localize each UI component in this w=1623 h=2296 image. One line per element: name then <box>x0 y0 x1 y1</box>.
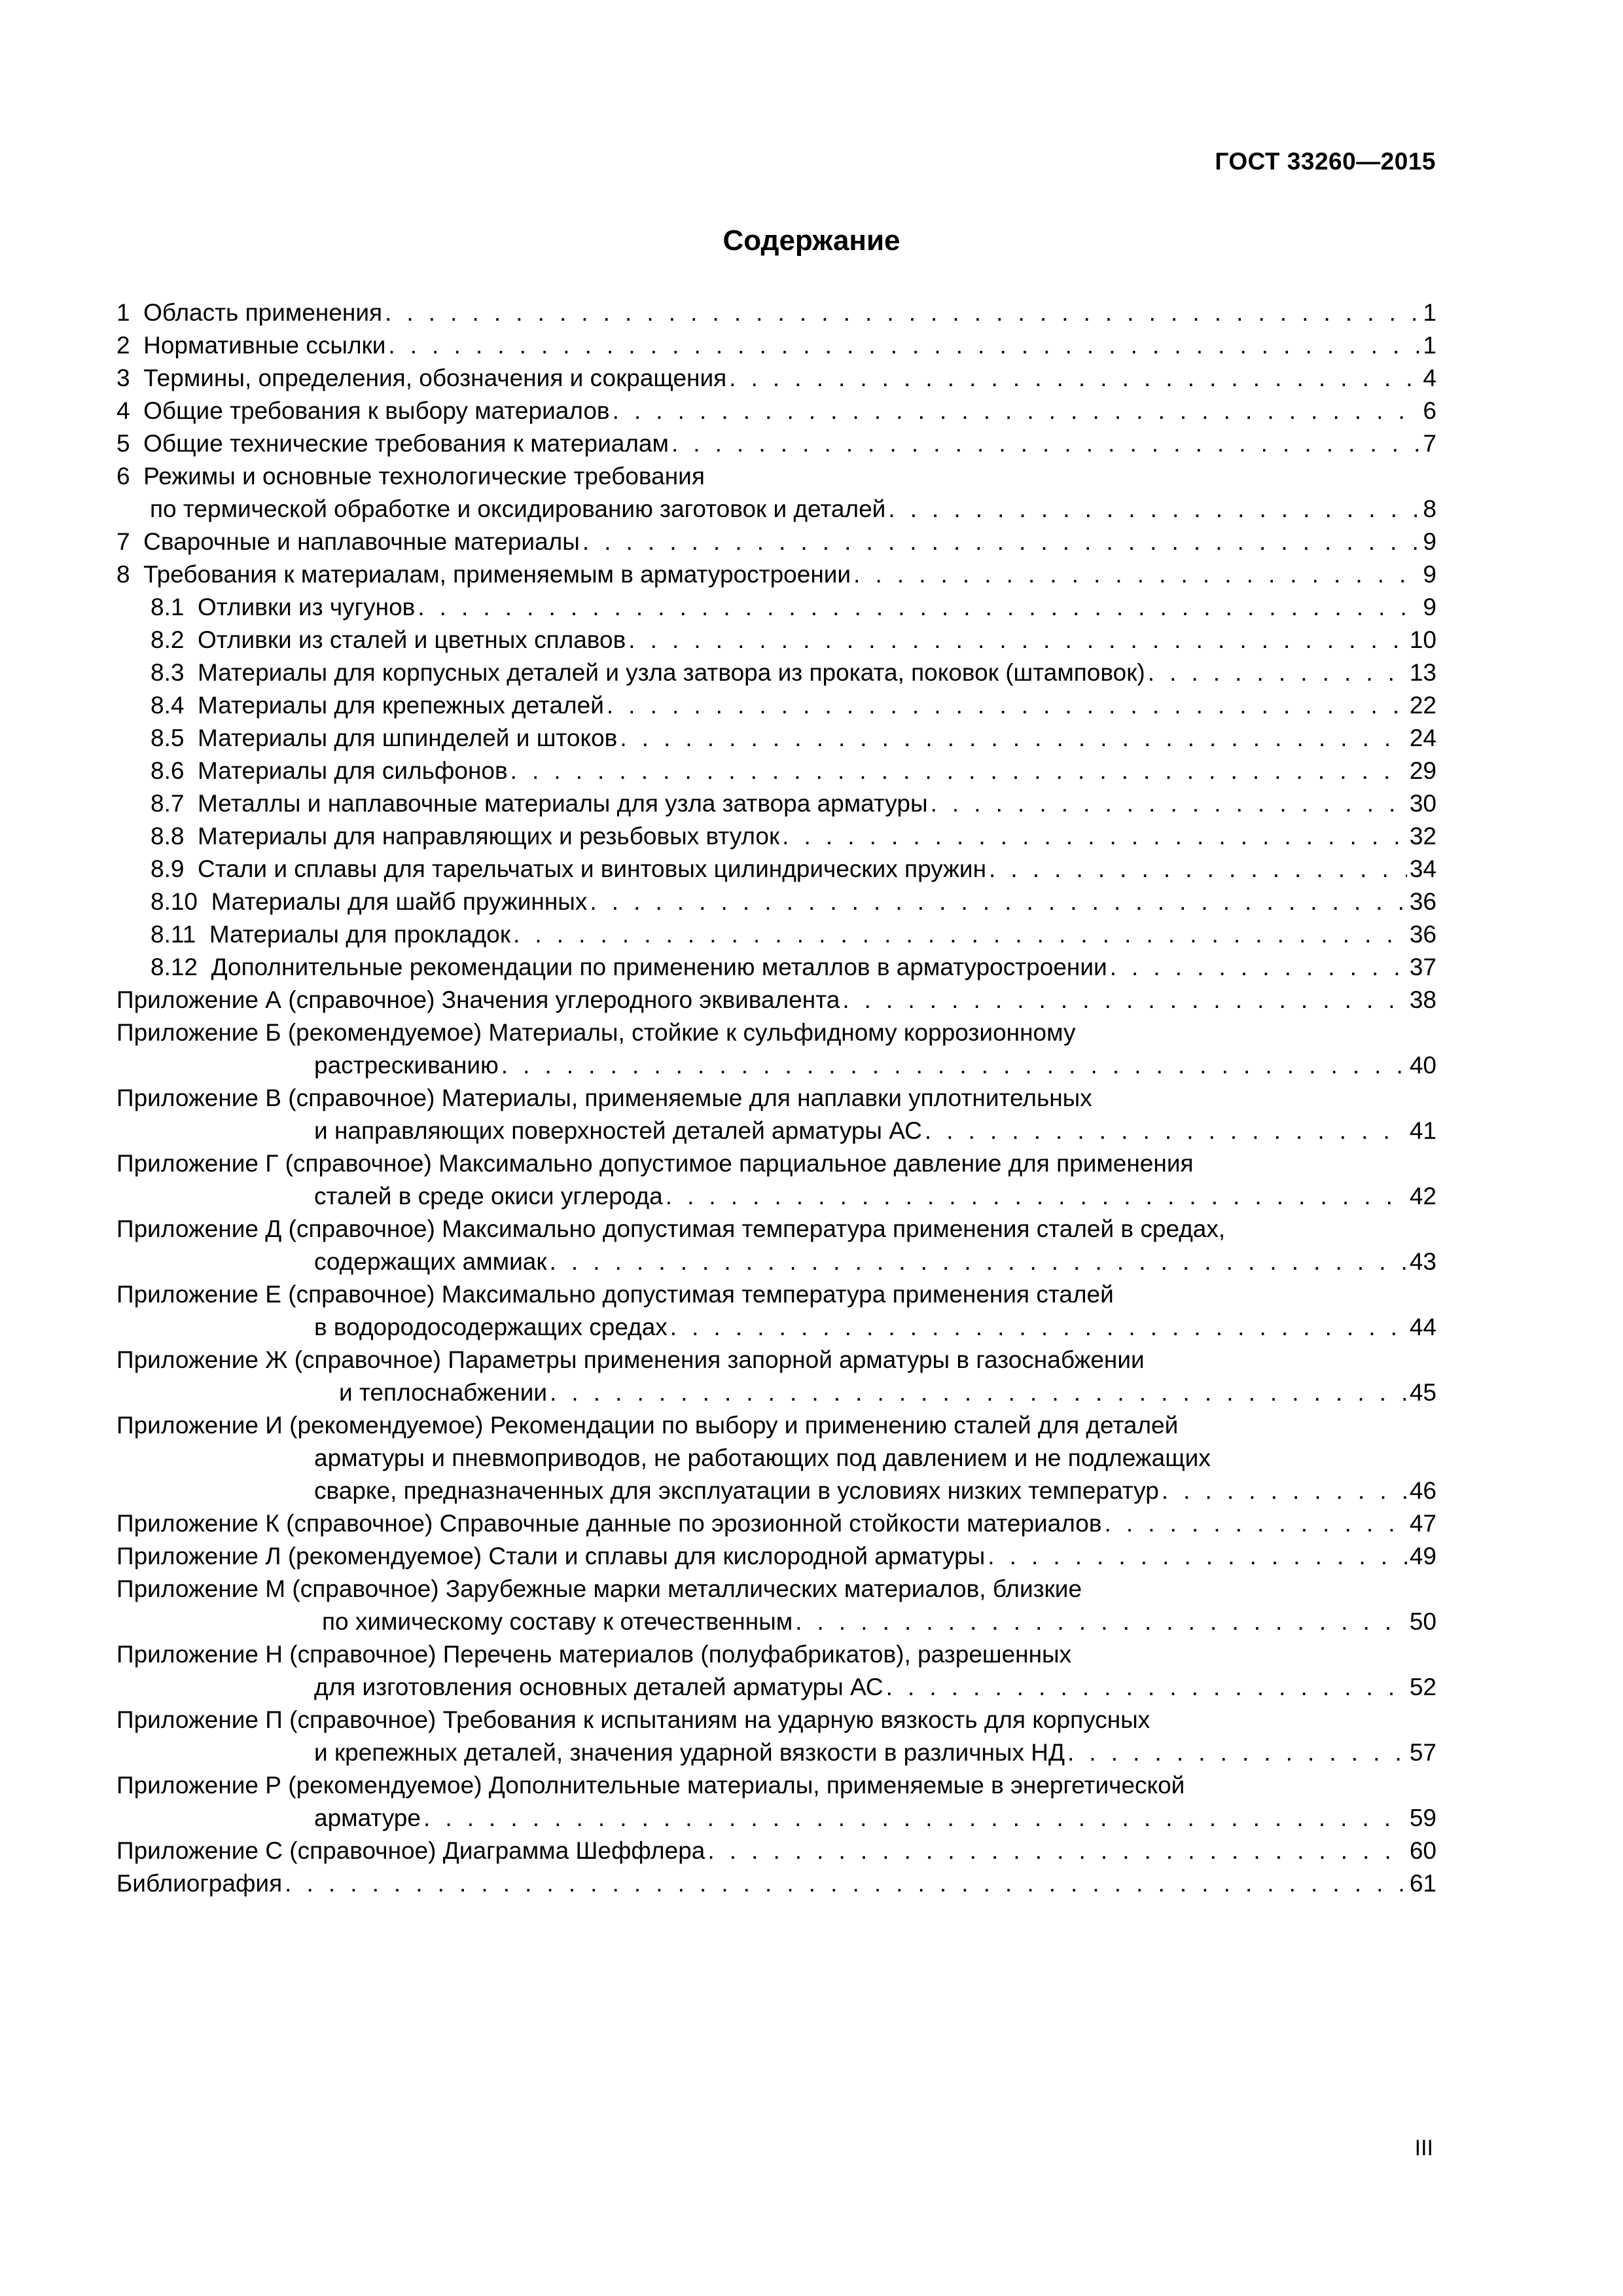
toc-entry-line <box>116 591 1436 624</box>
toc-entry-text: 2 Нормативные ссылки <box>116 332 386 359</box>
toc-entry-text: Приложение Н (справочное) Перечень материалов (полуфабрикатов), разрешенных <box>116 1641 1072 1668</box>
toc-entry-continuation <box>116 1442 1436 1475</box>
toc-page-number: 60 <box>1409 1837 1436 1864</box>
toc-page-number: 52 <box>1409 1674 1436 1700</box>
dot-leader <box>888 493 1420 526</box>
toc-entry-line <box>116 820 1436 853</box>
toc-page-number: 59 <box>1409 1804 1436 1831</box>
toc-entry-continuation <box>116 1802 1436 1835</box>
toc-entry-text: по химическому составу к отечественным <box>322 1608 793 1635</box>
toc-entry-continuation <box>116 1311 1436 1344</box>
toc-entry-continuation <box>116 1246 1436 1278</box>
toc-page-number: 40 <box>1409 1052 1436 1079</box>
toc-entry[interactable] <box>116 755 1436 787</box>
toc-entry[interactable] <box>116 1573 1436 1638</box>
toc-entry-text: и направляющих поверхностей деталей арматуры АС <box>314 1117 922 1144</box>
toc-entry-text: 3 Термины, определения, обозначения и сокращения <box>116 365 727 391</box>
toc-entry-text: Приложение М (справочное) Зарубежные марки металлических материалов, близкие <box>116 1575 1082 1602</box>
toc-entry-text: для изготовления основных деталей арматуры АС <box>314 1674 883 1700</box>
toc-entry-line <box>116 787 1436 820</box>
toc-entry-line <box>116 1835 1436 1867</box>
toc-entry-text: и крепежных деталей, значения ударной вязкости в различных НД <box>314 1739 1065 1766</box>
toc-entry-text: 8.6 Материалы для сильфонов <box>151 757 508 784</box>
dot-leader <box>842 984 1407 1016</box>
toc-page-number: 49 <box>1409 1543 1436 1570</box>
toc-page-number: 42 <box>1409 1183 1436 1210</box>
toc-page-number: 50 <box>1409 1608 1436 1635</box>
toc-entry[interactable] <box>116 1638 1436 1704</box>
toc-page-number: 10 <box>1409 626 1436 653</box>
toc-entry-text: Приложение Е (справочное) Максимально допустимая температура применения сталей <box>116 1281 1114 1308</box>
toc-entry-line <box>116 1278 1436 1311</box>
toc-title: Содержание <box>722 224 901 257</box>
toc-entry-line <box>116 1540 1436 1573</box>
toc-entry-line <box>116 460 1436 493</box>
toc-page-number: 30 <box>1409 790 1436 817</box>
toc-entry-text: Приложение Л (рекомендуемое) Стали и сплавы для кислородной арматуры <box>116 1543 986 1570</box>
toc-entry-line <box>116 558 1436 591</box>
toc-entry[interactable] <box>116 787 1436 820</box>
toc-entry-line <box>116 656 1436 689</box>
toc-entry-text: и теплоснабжении <box>339 1379 548 1406</box>
toc-page-number: 9 <box>1423 561 1436 588</box>
toc-entry-text: 8.5 Материалы для шпинделей и штоков <box>151 725 618 751</box>
dot-leader <box>620 722 1407 755</box>
toc-entry[interactable] <box>116 1344 1436 1409</box>
toc-page-number: 36 <box>1409 921 1436 948</box>
toc-entry[interactable] <box>116 1082 1436 1147</box>
toc-entry[interactable] <box>116 296 1436 329</box>
toc-entry[interactable] <box>116 951 1436 984</box>
toc-page-number: 9 <box>1423 528 1436 555</box>
toc-entry-line <box>116 395 1436 427</box>
toc-entry[interactable] <box>116 591 1436 624</box>
toc-entry-text: Приложение А (справочное) Значения углеродного эквивалента <box>116 986 840 1013</box>
toc-entry-line <box>116 951 1436 984</box>
toc-entry[interactable] <box>116 624 1436 656</box>
toc-entry-line <box>116 1082 1436 1115</box>
toc-entry-text: 8.4 Материалы для крепежных деталей <box>151 692 604 719</box>
dot-leader <box>925 1115 1407 1147</box>
toc-entry-line <box>116 1147 1436 1180</box>
dot-leader <box>671 427 1420 460</box>
toc-entry-text: 8.10 Материалы для шайб пружинных <box>151 888 588 915</box>
toc-entry-text: 8 Требования к материалам, применяемым в арматуростроении <box>116 561 851 588</box>
toc-entry[interactable] <box>116 362 1436 395</box>
toc-entry[interactable] <box>116 427 1436 460</box>
dot-leader <box>729 362 1420 395</box>
toc-entry-text: 8.3 Материалы для корпусных деталей и узла затвора из проката, поковок (штамповок) <box>151 659 1145 686</box>
toc-page-number: 46 <box>1409 1477 1436 1504</box>
toc-entry-text: содержащих аммиак <box>314 1248 547 1275</box>
toc-entry-continuation <box>116 1180 1436 1213</box>
toc-entry-text: Приложение Б (рекомендуемое) Материалы, стойкие к сульфидному коррозионному <box>116 1019 1076 1046</box>
toc-entry[interactable] <box>116 526 1436 558</box>
dot-leader <box>666 1180 1407 1213</box>
dot-leader <box>607 689 1407 722</box>
toc-entry-text: Приложение П (справочное) Требования к испытаниям на ударную вязкость для корпусных <box>116 1706 1150 1733</box>
toc-entry[interactable] <box>116 1867 1436 1900</box>
toc-entry-line <box>116 1016 1436 1049</box>
dot-leader <box>501 1049 1407 1082</box>
toc-entry-text: 8.11 Материалы для прокладок <box>151 921 511 948</box>
toc-entry[interactable] <box>116 329 1436 362</box>
toc-entry-continuation <box>116 1115 1436 1147</box>
dot-leader <box>285 1867 1407 1900</box>
toc-entry[interactable] <box>116 886 1436 918</box>
toc-page-number: 4 <box>1423 365 1436 391</box>
toc-entry-line <box>116 918 1436 951</box>
toc-entry[interactable] <box>116 853 1436 886</box>
toc-entry[interactable] <box>116 1016 1436 1082</box>
toc-entry-text: 5 Общие технические требования к материалам <box>116 430 669 457</box>
dot-leader <box>1067 1736 1407 1769</box>
toc-entry-line <box>116 853 1436 886</box>
toc-page-number: 47 <box>1409 1510 1436 1537</box>
dot-leader <box>707 1835 1406 1867</box>
dot-leader <box>423 1802 1407 1835</box>
dot-leader <box>670 1311 1407 1344</box>
toc-entry[interactable] <box>116 395 1436 427</box>
dot-leader <box>550 1376 1407 1409</box>
toc-entry-line <box>116 362 1436 395</box>
toc-page-number: 38 <box>1409 986 1436 1013</box>
toc-entry-text: 8.8 Материалы для направляющих и резьбовых втулок <box>151 823 780 850</box>
toc-page-number: 29 <box>1409 757 1436 784</box>
toc-entry-text: Приложение Д (справочное) Максимально допустимая температура применения сталей в средах, <box>116 1215 1226 1242</box>
dot-leader <box>590 886 1406 918</box>
toc-entry[interactable] <box>116 984 1436 1016</box>
toc-entry-continuation <box>116 493 1436 526</box>
dot-leader <box>582 526 1421 558</box>
toc-entry-line <box>116 1507 1436 1540</box>
toc-entry-text: 8.2 Отливки из сталей и цветных сплавов <box>151 626 626 653</box>
document-code: ГОСТ 33260—2015 <box>1215 148 1436 175</box>
toc-entry-text: 7 Сварочные и наплавочные материалы <box>116 528 580 555</box>
toc-entry[interactable] <box>116 1507 1436 1540</box>
toc-entry-text: по термической обработке и оксидированию заготовок и деталей <box>150 495 886 522</box>
toc-page-number: 6 <box>1423 397 1436 424</box>
toc-entry-text: арматуре <box>314 1804 421 1831</box>
toc-entry[interactable] <box>116 1147 1436 1213</box>
toc-entry[interactable] <box>116 1835 1436 1867</box>
toc-page-number: 7 <box>1423 430 1436 457</box>
toc-page-number: 24 <box>1409 725 1436 751</box>
toc-entry-line <box>116 526 1436 558</box>
toc-entry-text: 4 Общие требования к выбору материалов <box>116 397 610 424</box>
toc-entry-text: Приложение К (справочное) Справочные данные по эрозионной стойкости материалов <box>116 1510 1102 1537</box>
dot-leader <box>989 853 1407 886</box>
toc-page-number: 13 <box>1409 659 1436 686</box>
toc-page-number: 41 <box>1409 1117 1436 1144</box>
toc-entry-text: Приложение В (справочное) Материалы, применяемые для наплавки уплотнительных <box>116 1085 1092 1111</box>
toc-entry[interactable] <box>116 918 1436 951</box>
toc-entry[interactable] <box>116 1278 1436 1344</box>
toc-entry-line <box>116 1704 1436 1736</box>
toc-page-number: 57 <box>1409 1739 1436 1766</box>
toc-entry-line <box>116 1344 1436 1376</box>
toc-entry-continuation <box>116 1736 1436 1769</box>
dot-leader <box>988 1540 1407 1573</box>
toc-entry-continuation <box>116 1376 1436 1409</box>
toc-entry-line <box>116 755 1436 787</box>
toc-page-number: 36 <box>1409 888 1436 915</box>
toc-page-number: 22 <box>1409 692 1436 719</box>
dot-leader <box>388 329 1420 362</box>
toc-entry-continuation <box>116 1475 1436 1507</box>
toc-entry-continuation <box>116 1605 1436 1638</box>
toc-page-number: 32 <box>1409 823 1436 850</box>
toc-entry-line <box>116 886 1436 918</box>
toc-entry-line <box>116 296 1436 329</box>
toc-entry-text: сварке, предназначенных для эксплуатации в условиях низких температур <box>314 1477 1159 1504</box>
toc-entry-text: 6 Режимы и основные технологические требования <box>116 463 705 490</box>
toc-entry-line <box>116 1213 1436 1246</box>
toc-entry[interactable] <box>116 1769 1436 1835</box>
toc-page-number: 61 <box>1409 1870 1436 1897</box>
toc-entry-text: растрескиванию <box>314 1052 499 1079</box>
toc-page-number: 1 <box>1423 332 1436 359</box>
toc-entry-line <box>116 1573 1436 1605</box>
toc-entry-line <box>116 329 1436 362</box>
dot-leader <box>1148 656 1407 689</box>
dot-leader <box>1110 951 1407 984</box>
dot-leader <box>795 1605 1407 1638</box>
toc-entry-text: Приложение Ж (справочное) Параметры применения запорной арматуры в газоснабжении <box>116 1346 1145 1373</box>
toc-entry-continuation <box>116 1671 1436 1704</box>
toc-entry-line <box>116 984 1436 1016</box>
toc-page-number: 44 <box>1409 1314 1436 1340</box>
toc-entry-text: Приложение Р (рекомендуемое) Дополнительные материалы, применяемые в энергетической <box>116 1772 1185 1799</box>
toc-entry-text: Приложение И (рекомендуемое) Рекомендации по выбору и применению сталей для деталей <box>116 1412 1179 1439</box>
toc-entry-line <box>116 1769 1436 1802</box>
toc-entry-text: 8.12 Дополнительные рекомендации по применению металлов в арматуростроении <box>151 954 1107 980</box>
toc-entry-text: 8.1 Отливки из чугунов <box>151 594 416 620</box>
dot-leader <box>613 395 1421 427</box>
page-number: III <box>1414 2136 1433 2161</box>
toc-page-number: 43 <box>1409 1248 1436 1275</box>
toc-page-number: 9 <box>1423 594 1436 620</box>
toc-entry[interactable] <box>116 722 1436 755</box>
toc-entry-text: Библиография <box>116 1870 283 1897</box>
toc-entry[interactable] <box>116 689 1436 722</box>
toc-entry-line <box>116 689 1436 722</box>
toc-entry-line <box>116 624 1436 656</box>
toc-entry-line <box>116 1867 1436 1900</box>
toc-entry-line <box>116 427 1436 460</box>
toc-entry-line <box>116 722 1436 755</box>
dot-leader <box>853 558 1420 591</box>
toc-entry-line <box>116 1409 1436 1442</box>
toc-entry-text: 8.9 Стали и сплавы для тарельчатых и винтовых цилиндрических пружин <box>151 855 987 882</box>
dot-leader <box>418 591 1420 624</box>
toc-entry-text: арматуры и пневмоприводов, не работающих под давлением и не подлежащих <box>314 1444 1211 1471</box>
toc-page-number: 34 <box>1409 855 1436 882</box>
toc-entry[interactable] <box>116 1540 1436 1573</box>
dot-leader <box>510 755 1407 787</box>
dot-leader <box>931 787 1407 820</box>
dot-leader <box>1162 1475 1407 1507</box>
toc-page-number: 37 <box>1409 954 1436 980</box>
toc-page-number: 1 <box>1423 299 1436 326</box>
table-of-contents <box>116 296 1436 1900</box>
toc-entry-text: сталей в среде окиси углерода <box>314 1183 663 1210</box>
toc-entry[interactable] <box>116 558 1436 591</box>
toc-entry-text: в водородосодержащих средах <box>314 1314 668 1340</box>
toc-entry-continuation <box>116 1049 1436 1082</box>
toc-entry[interactable] <box>116 1409 1436 1507</box>
toc-entry-text: Приложение С (справочное) Диаграмма Шеффлера <box>116 1837 705 1864</box>
dot-leader <box>782 820 1407 853</box>
toc-entry[interactable] <box>116 656 1436 689</box>
dot-leader <box>513 918 1407 951</box>
toc-entry-text: 8.7 Металлы и наплавочные материалы для узла затвора арматуры <box>151 790 928 817</box>
dot-leader <box>886 1671 1407 1704</box>
toc-entry-line <box>116 1638 1436 1671</box>
toc-page-number: 45 <box>1409 1379 1436 1406</box>
toc-entry[interactable] <box>116 1213 1436 1278</box>
dot-leader <box>628 624 1407 656</box>
toc-entry-text: Приложение Г (справочное) Максимально допустимое парциальное давление для применения <box>116 1150 1194 1177</box>
toc-page-number: 8 <box>1423 495 1436 522</box>
toc-entry[interactable] <box>116 820 1436 853</box>
toc-entry[interactable] <box>116 1704 1436 1769</box>
dot-leader <box>550 1246 1407 1278</box>
dot-leader <box>385 296 1420 329</box>
toc-entry-text: 1 Область применения <box>116 299 383 326</box>
toc-entry[interactable] <box>116 460 1436 526</box>
dot-leader <box>1105 1507 1407 1540</box>
